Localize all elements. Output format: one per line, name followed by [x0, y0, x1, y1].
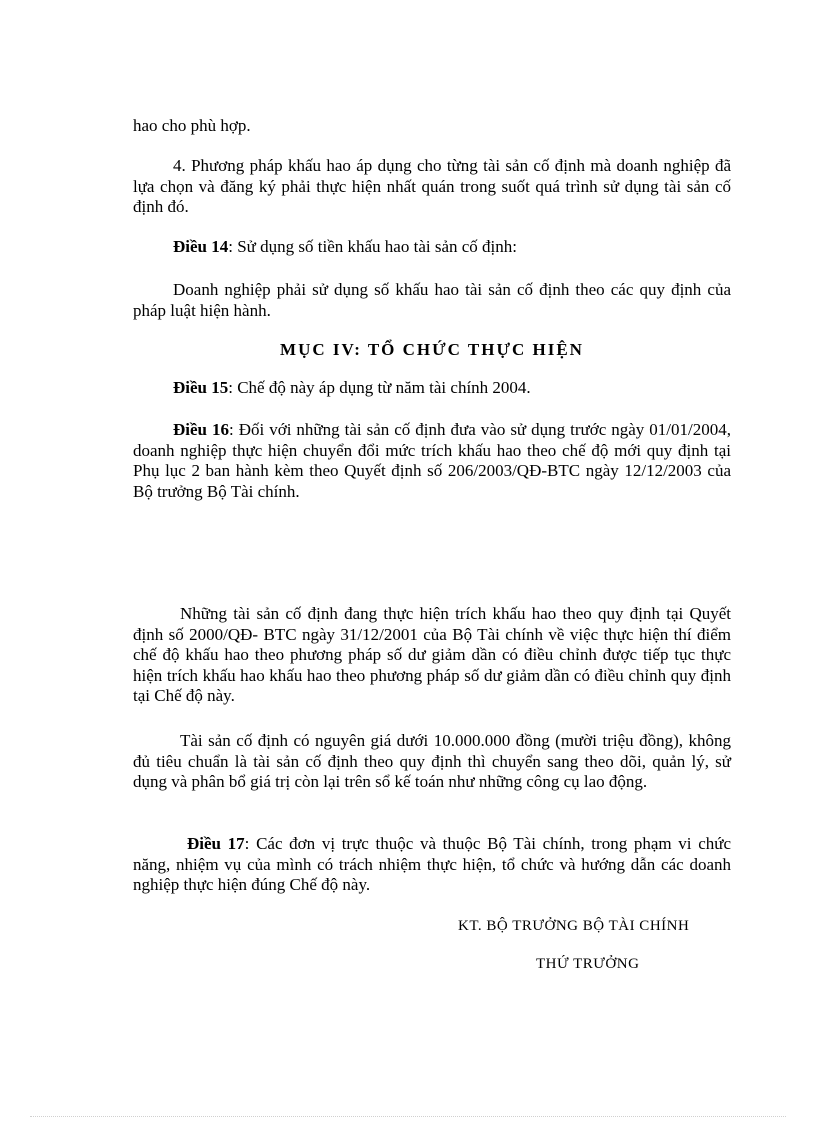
- article-16: [133, 420, 731, 502]
- page-bottom-divider: [30, 1116, 786, 1117]
- signature-title: KT. BỘ TRƯỞNG BỘ TÀI CHÍNH: [458, 918, 690, 934]
- article-14-text: : Sử dụng số tiền khấu hao tài sản cố định:: [228, 237, 517, 256]
- article-16-label: Điều 16: [173, 420, 229, 439]
- article-15: [133, 378, 731, 399]
- article-14: [133, 237, 731, 258]
- section-heading: MỤC IV: TỔ CHỨC THỰC HIỆN: [280, 340, 584, 359]
- paragraph-depreciation-use: Doanh nghiệp phải sử dụng số khấu hao tài sản cố định theo các quy định của pháp luật hiện hành.: [133, 280, 731, 320]
- article-16-text: : Đối với những tài sản cố định đưa vào sử dụng trước ngày 01/01/2004, doanh nghiệp thực hiện chuyển đổi mức trích khấu hao theo chế độ mới quy định tại Phụ lục 2 ban hành kèm theo Quyết định số 206/2003/QĐ-BTC ngày 12/12/2003 của Bộ trưởng Bộ Tài chính.: [133, 420, 731, 501]
- article-15-text: : Chế độ này áp dụng từ năm tài chính 2004.: [228, 378, 531, 397]
- article-14-label: Điều 14: [173, 237, 229, 256]
- article-17: [133, 834, 731, 896]
- paragraph-existing-assets: Những tài sản cố định đang thực hiện trích khấu hao theo quy định tại Quyết định số 2000/QĐ- BTC ngày 31/12/2001 của Bộ Tài chính về việc thực hiện thí điểm chế độ khấu hao theo phương pháp số dư giảm dần có điều chỉnh được tiếp tục thực hiện trích khấu hao khấu hao theo phương pháp số dư giảm dần có điều chỉnh quy định tại Chế độ này.: [133, 604, 731, 705]
- article-15-label: Điều 15: [173, 378, 229, 397]
- article-17-text: : Các đơn vị trực thuộc và thuộc Bộ Tài chính, trong phạm vi chức năng, nhiệm vụ của mình có trách nhiệm thực hiện, tổ chức và hướng dẫn các doanh nghiệp thực hiện đúng Chế độ này.: [133, 834, 731, 894]
- article-17-label: Điều 17: [187, 834, 245, 853]
- paragraph-item-4: 4. Phương pháp khấu hao áp dụng cho từng tài sản cố định mà doanh nghiệp đã lựa chọn và đăng ký phải thực hiện nhất quán trong suốt quá trình sử dụng tài sản cố định đó.: [133, 156, 731, 216]
- paragraph-low-value-assets: Tài sản cố định có nguyên giá dưới 10.000.000 đồng (mười triệu đồng), không đủ tiêu chuẩn là tài sản cố định theo quy định thì chuyển sang theo dõi, quản lý, sử dụng và phân bổ giá trị còn lại trên sổ kế toán như những công cụ lao động.: [133, 731, 731, 791]
- signature-position: THỨ TRƯỞNG: [536, 956, 640, 972]
- paragraph-continuation: hao cho phù hợp.: [133, 116, 251, 135]
